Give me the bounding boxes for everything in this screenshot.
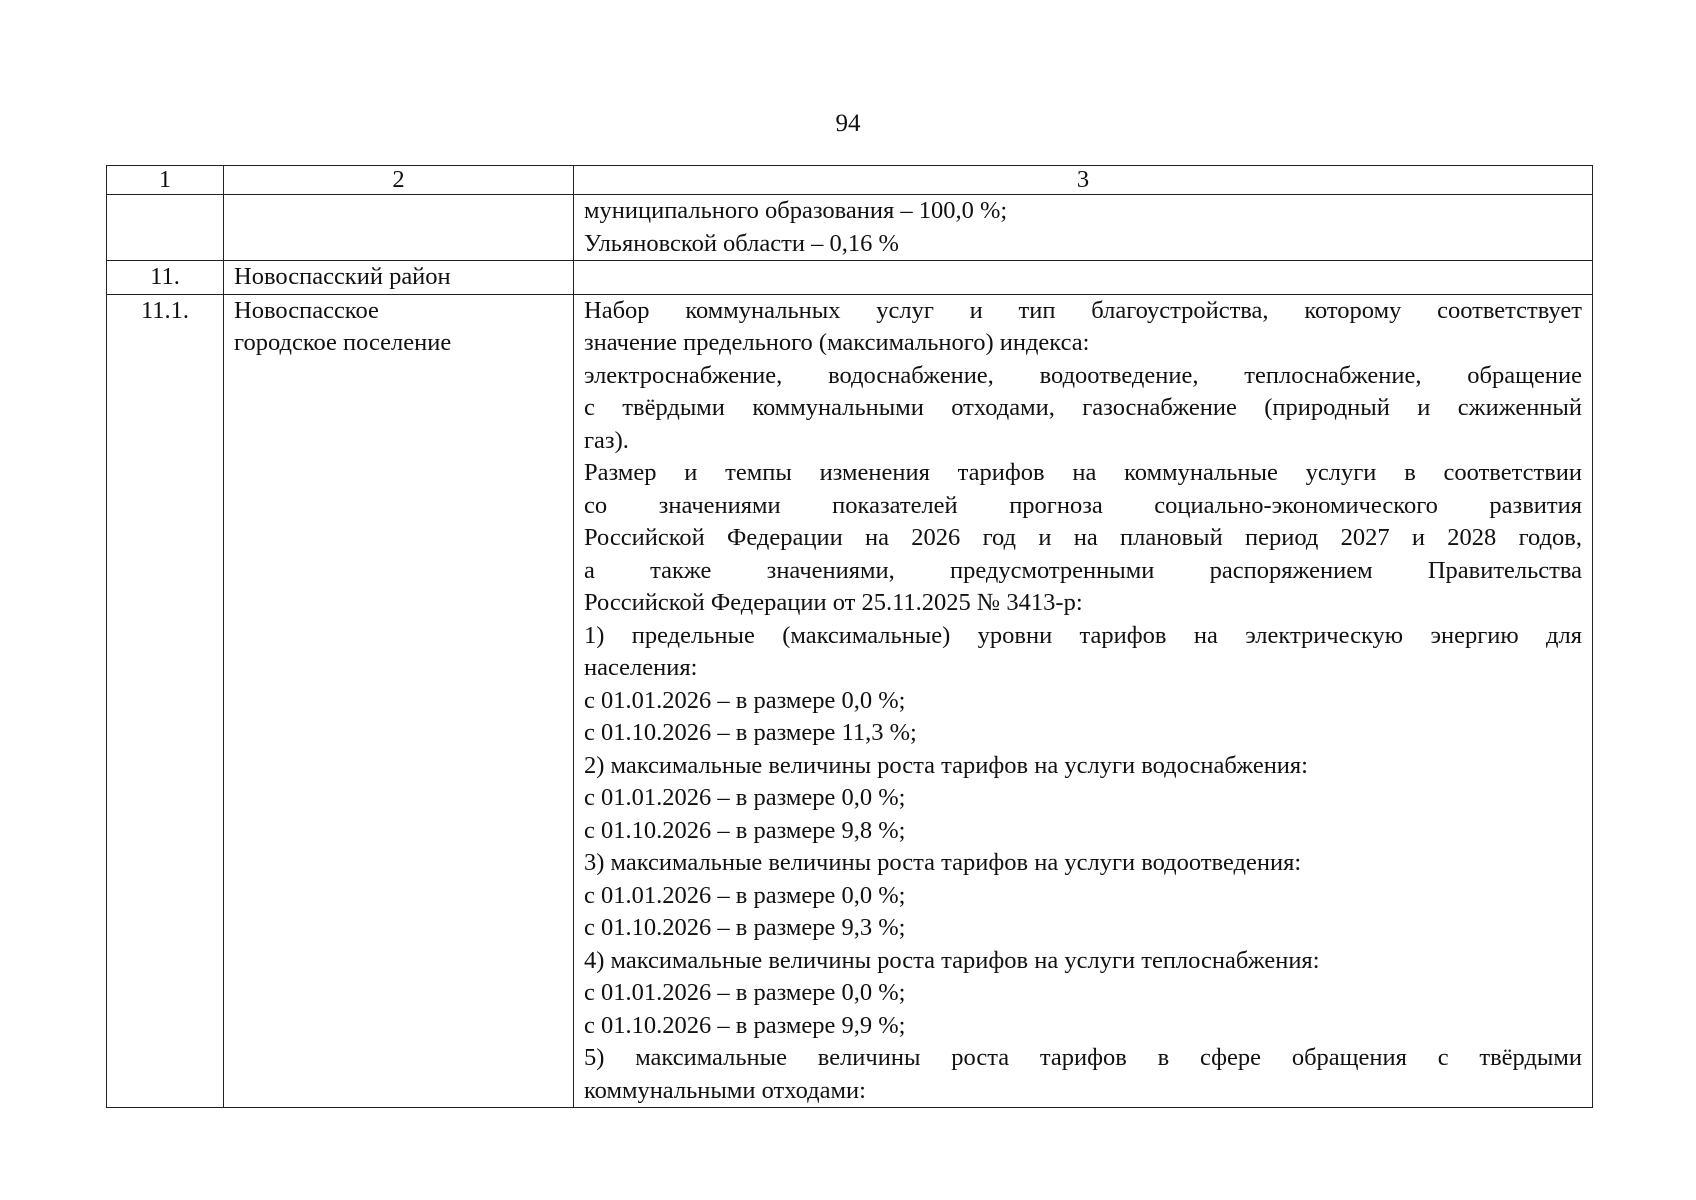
row-number: 11.1. — [107, 294, 224, 1108]
column-header-3: 3 — [574, 166, 1593, 195]
row-content — [574, 294, 1593, 1108]
content-line: населения: — [584, 654, 698, 681]
content-line: 4) максимальные величины роста тарифов на услуги теплоснабжения: — [584, 946, 1320, 974]
content-line: с 01.01.2026 – в размере 0,0 %; — [584, 881, 906, 909]
content-line: со значениями показателей прогноза социально-экономического развития — [584, 491, 1582, 519]
content-line: с 01.10.2026 – в размере 11,3 %; — [584, 719, 917, 746]
row-name — [224, 294, 574, 1108]
content-line: муниципального образования – 100,0 %; — [584, 197, 1008, 224]
content-line: с 01.10.2026 – в размере 9,3 %; — [584, 914, 906, 941]
content-line: с 01.10.2026 – в размере 9,8 %; — [584, 816, 906, 844]
content-line: Российской Федерации от 25.11.2025 № 3413-р: — [584, 589, 1083, 616]
table-row-11-1 — [107, 294, 1593, 1108]
content-line: с 01.01.2026 – в размере 0,0 %; — [584, 979, 906, 1006]
content-line: с 01.10.2026 – в размере 9,9 %; — [584, 1011, 906, 1039]
table-row-continuation — [107, 195, 1593, 261]
row-name-line: Новоспасское — [234, 296, 379, 324]
content-line: 1) предельные (максимальные) уровни тарифов на электрическую энергию для — [584, 621, 1582, 649]
row-content — [574, 261, 1593, 295]
content-line: Ульяновской области – 0,16 % — [584, 229, 899, 257]
content-line: 3) максимальные величины роста тарифов на услуги водоотведения: — [584, 849, 1302, 876]
content-line: значение предельного (максимального) индекса: — [584, 329, 1090, 356]
content-line: электроснабжение, водоснабжение, водоотведение, теплоснабжение, обращение — [584, 361, 1582, 389]
row-number: 11. — [107, 261, 224, 295]
content-line: газ). — [584, 426, 629, 454]
content-line: с 01.01.2026 – в размере 0,0 %; — [584, 784, 906, 811]
column-header-2: 2 — [224, 166, 574, 195]
content-line: а также значениями, предусмотренными распоряжением Правительства — [584, 556, 1582, 584]
table-header-row — [107, 166, 1593, 195]
content-line: Российской Федерации на 2026 год и на плановый период 2027 и 2028 годов, — [584, 524, 1582, 551]
row-name: Новоспасский район — [224, 261, 574, 295]
content-line: с 01.01.2026 – в размере 0,0 %; — [584, 686, 906, 714]
content-line: 2) максимальные величины роста тарифов на услуги водоснабжения: — [584, 751, 1308, 779]
content-line: Набор коммунальных услуг и тип благоустройства, которому соответствует — [584, 296, 1582, 324]
table-row-11 — [107, 261, 1593, 295]
content-line: с твёрдыми коммунальными отходами, газоснабжение (природный и сжиженный — [584, 394, 1582, 421]
tariff-table — [106, 165, 1593, 1108]
row-number-cell — [107, 195, 224, 261]
row-content-cell — [574, 195, 1593, 261]
content-line: коммунальными отходами: — [584, 1076, 866, 1104]
content-line: Размер и темпы изменения тарифов на коммунальные услуги в соответствии — [584, 459, 1582, 486]
page-number: 94 — [835, 110, 861, 137]
row-name-cell — [224, 195, 574, 261]
row-name-line: городское поселение — [234, 329, 452, 356]
content-line: 5) максимальные величины роста тарифов в сфере обращения с твёрдыми — [584, 1044, 1582, 1071]
column-header-1: 1 — [107, 166, 224, 195]
